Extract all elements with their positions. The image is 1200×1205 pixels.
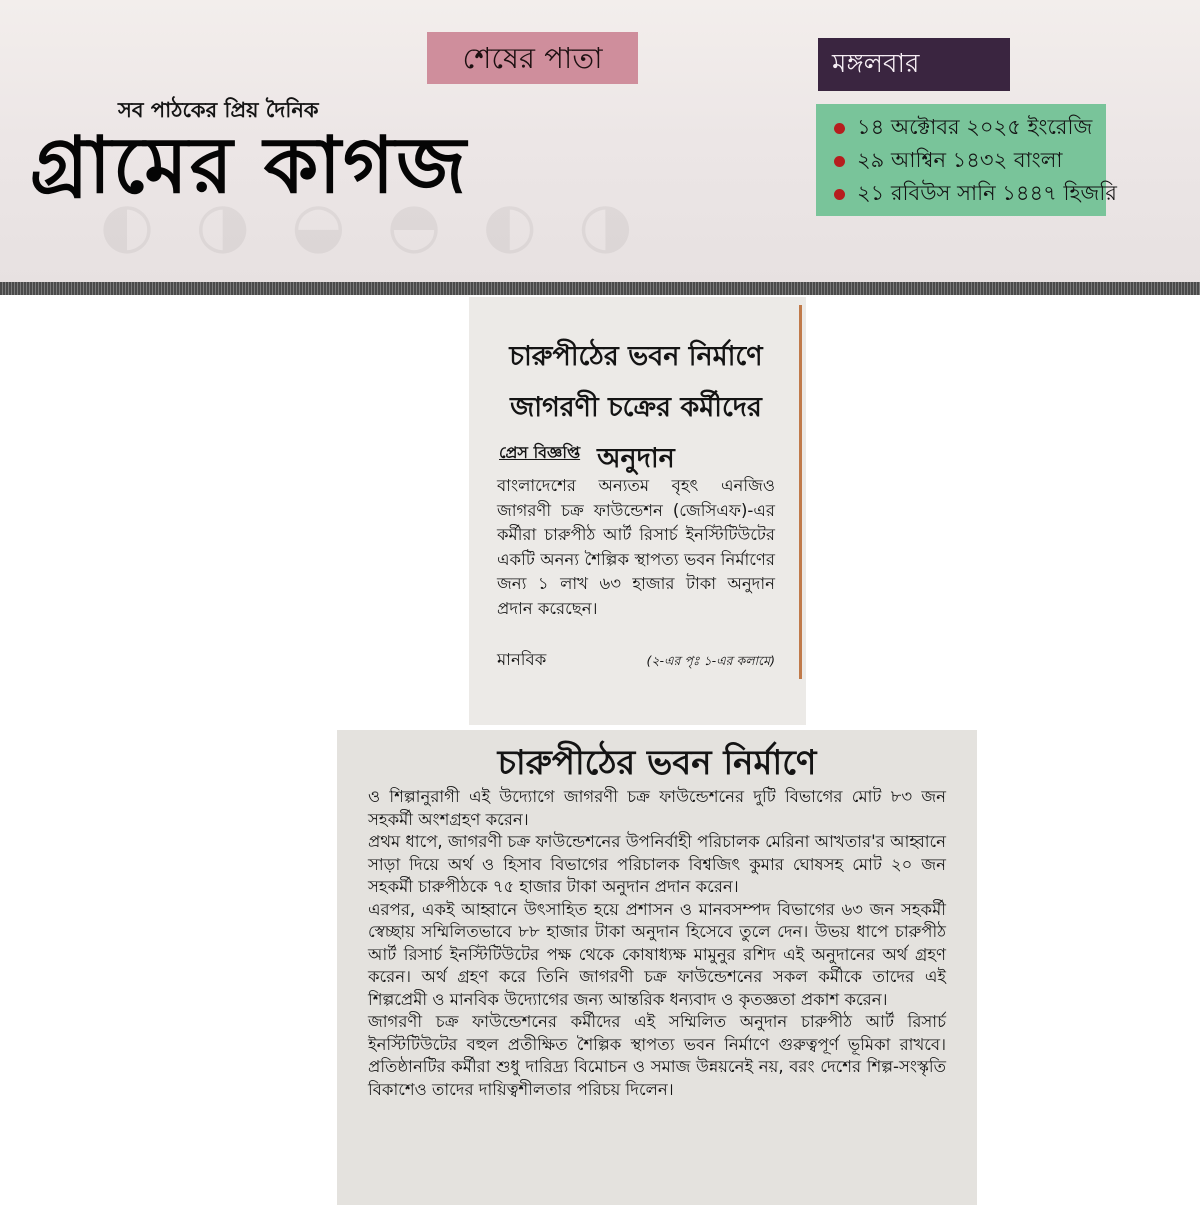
bullet-icon xyxy=(834,189,845,200)
date-row-bangla xyxy=(834,145,1106,178)
day-label: মঙ্গলবার xyxy=(818,38,1010,91)
date-bangla: ২৯ আশ্বিন ১৪৩২ বাংলা xyxy=(857,148,1063,172)
show-through-watermark: ◐ ◑ ◒ ◓ ◐ ◑ xyxy=(100,188,643,261)
article-clipping-front xyxy=(469,297,806,725)
date-english: ১৪ অক্টোবর ২০২৫ ইংরেজি xyxy=(857,115,1093,139)
continued-headline: চারুপীঠের ভবন নির্মাণে xyxy=(497,743,817,783)
article-continuation xyxy=(497,647,775,674)
tagline: সব পাঠকের প্রিয় দৈনিক xyxy=(118,98,319,122)
article-headline: চারুপীঠের ভবন নির্মাণে জাগরণী চক্রের কর্মীদের অনুদান xyxy=(509,341,763,474)
article-clipping-continued xyxy=(337,730,977,1205)
article-tail-word: মানবিক xyxy=(497,650,547,669)
bullet-icon xyxy=(834,123,845,134)
byline-holder xyxy=(499,440,580,467)
paragraph: জাগরণী চক্র ফাউন্ডেশনের কর্মীদের এই সম্মিলিত অনুদান চারুপীঠ আর্ট রিসার্চ ইনস্টিটিউটের বহুল প্রতীক্ষিত শৈল্পিক স্থাপত্য ভবন নির্মাণে গুরুত্বপূর্ণ ভূমিকা রাখবে। প্রতিষ্ঠানটির কর্মীরা শুধু দারিদ্র্য বিমোচন ও সমাজ উন্নয়নেই নয়, বরং দেশের শিল্প-সংস্কৃতি বিকাশেও তাদের দায়িত্বশীলতার পরিচয় দিলেন। xyxy=(368,1012,946,1099)
date-row-hijri xyxy=(834,178,1117,211)
date-hijri: ২১ রবিউস সানি ১৪৪৭ হিজরি xyxy=(857,181,1117,205)
newspaper-logo: গ্রামের কাগজ xyxy=(30,120,468,211)
date-row-english xyxy=(834,112,1106,145)
masthead xyxy=(0,0,1200,284)
paragraph: প্রথম ধাপে, জাগরণী চক্র ফাউন্ডেশনের উপনির্বাহী পরিচালক মেরিনা আখতার'র আহ্বানে সাড়া দিয়ে অর্থ ও হিসাব বিভাগের পরিচালক বিশ্বজিৎ কুমার ঘোষসহ মোট ২০ জন সহকর্মী চারুপীঠকে ৭৫ হাজার টাকা অনুদান প্রদান করেন। xyxy=(368,832,946,896)
jump-reference: (২-এর পৃঃ ১-এর কলামে) xyxy=(646,653,775,668)
article-byline: প্রেস বিজ্ঞপ্তি xyxy=(499,443,581,462)
date-box xyxy=(816,104,1117,216)
continued-body xyxy=(368,786,946,1101)
bullet-icon xyxy=(834,156,845,167)
article-body: বাংলাদেশের অন্যতম বৃহৎ এনজিও জাগরণী চক্র ফাউন্ডেশন (জেসিএফ)-এর কর্মীরা চারুপীঠ আর্ট রিসার্চ ইনস্টিটিউটের একটি অনন্য শৈল্পিক স্থাপত্য ভবন নির্মাণের জন্য ১ লাখ ৬৩ হাজার টাকা অনুদান প্রদান করেছেন। xyxy=(497,476,775,618)
section-label: শেষের পাতা xyxy=(427,32,638,84)
masthead-rule xyxy=(0,282,1200,295)
paragraph: ও শিল্পানুরাগী এই উদ্যোগে জাগরণী চক্র ফাউন্ডেশনের দুটি বিভাগের মোট ৮৩ জন সহকর্মী অংশগ্রহণ করেন। xyxy=(368,787,946,829)
paragraph: এরপর, একই আহ্বানে উৎসাহিত হয়ে প্রশাসন ও মানবসম্পদ বিভাগের ৬৩ জন সহকর্মী স্বেচ্ছায় সম্মিলিতভাবে ৮৮ হাজার টাকা অনুদান হিসেবে তুলে দেন। উভয় ধাপে চারুপীঠ আর্ট রিসার্চ ইনস্টিটিউটের পক্ষ থেকে কোষাধ্যক্ষ মামুনুর রশিদ এই অনুদানের অর্থ গ্রহণ করেন। অর্থ গ্রহণ করে তিনি জাগরণী চক্র ফাউন্ডেশনের সকল কর্মীকে তাদের এই শিল্পপ্রেমী ও মানবিক উদ্যোগের জন্য আন্তরিক ধন্যবাদ ও কৃতজ্ঞতা প্রকাশ করেন। xyxy=(368,899,946,1009)
